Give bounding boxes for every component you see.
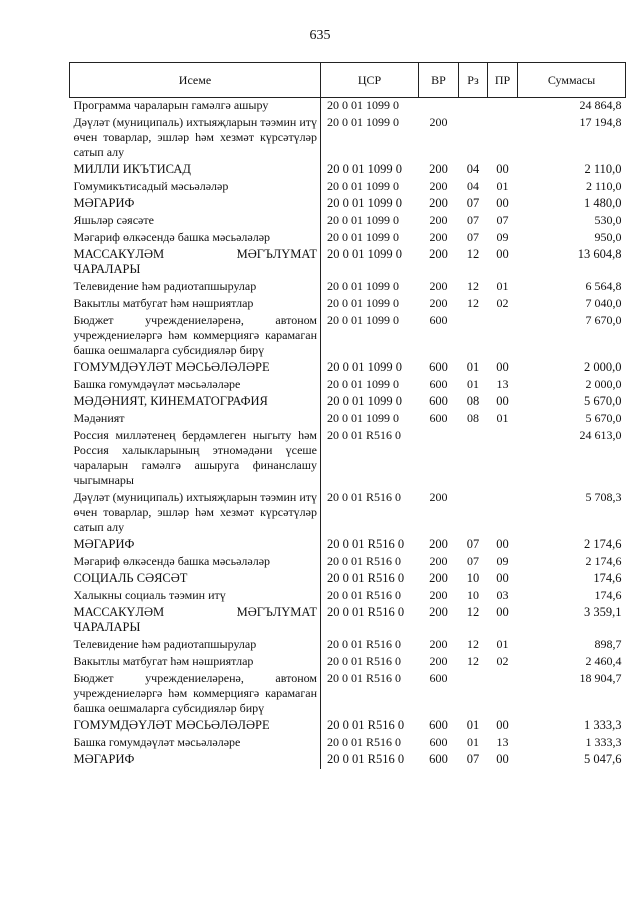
cell-sum: 17 194,8 (579, 115, 622, 129)
cell-sum: 24 613,0 (579, 428, 622, 442)
cell-vr: 200 (429, 588, 448, 602)
cell-csr: 20 0 01 1099 0 (327, 394, 402, 408)
table-row (70, 411, 626, 428)
cell-pr: 00 (496, 605, 509, 619)
cell-csr: 20 0 01 1099 0 (327, 313, 399, 327)
table-row (70, 588, 626, 605)
table-row (70, 179, 626, 196)
cell-sum: 2 174,6 (585, 554, 622, 568)
cell-name: МӘГАРИФ (70, 752, 321, 769)
cell-csr: 20 0 01 R516 0 (327, 537, 405, 551)
cell-name: Яшьләр сәясәте (70, 213, 321, 230)
cell-sum: 1 333,3 (584, 718, 622, 732)
table-row (70, 428, 626, 490)
table-row (70, 115, 626, 162)
table-row (70, 605, 626, 637)
cell-rz: 01 (467, 735, 479, 749)
cell-rz: 07 (466, 537, 480, 551)
cell-sum: 3 359,1 (584, 605, 622, 619)
table-row (70, 313, 626, 360)
page-number: 635 (309, 28, 331, 43)
column-header-sum: Суммасы (518, 63, 626, 98)
table-row (70, 718, 626, 735)
cell-csr: 20 0 01 1099 0 (327, 98, 399, 112)
cell-pr: 00 (496, 718, 509, 732)
cell-rz: 07 (466, 752, 480, 766)
cell-pr: 00 (496, 571, 509, 585)
cell-pr (488, 428, 518, 490)
cell-csr: 20 0 01 1099 0 (327, 360, 402, 374)
table-row (70, 637, 626, 654)
cell-csr: 20 0 01 R516 0 (327, 718, 405, 732)
cell-name: Программа чараларын гамәлгә ашыру (70, 98, 321, 116)
column-header-name: Исеме (70, 63, 321, 98)
cell-csr: 20 0 01 1099 0 (327, 230, 399, 244)
cell-name: Россия милләтенең бердәмлеген ныгыту һәм Россия халыкларының этномәдәни үсеше чараларын гамәлгә ашыруга финанслашу чыгымнары (70, 428, 321, 490)
table-row (70, 394, 626, 411)
cell-pr: 01 (496, 637, 509, 651)
cell-rz (459, 313, 488, 360)
cell-pr: 00 (496, 162, 509, 176)
cell-csr: 20 0 01 R516 0 (327, 637, 402, 651)
column-header-vr: ВР (419, 63, 459, 98)
cell-pr: 13 (496, 735, 509, 749)
cell-vr: 200 (429, 537, 448, 551)
cell-rz: 10 (466, 571, 480, 585)
cell-rz: 12 (466, 605, 480, 619)
cell-csr: 20 0 01 1099 0 (327, 296, 399, 310)
cell-name: МӘДӘНИЯТ, КИНЕМАТОГРАФИЯ (70, 394, 321, 411)
cell-rz (459, 428, 488, 490)
table-header-row (70, 63, 626, 98)
cell-vr: 600 (429, 360, 448, 374)
cell-pr: 00 (496, 537, 509, 551)
cell-vr (419, 428, 459, 490)
cell-rz: 01 (466, 718, 480, 732)
cell-pr: 09 (496, 230, 509, 244)
cell-vr: 200 (429, 571, 448, 585)
cell-csr: 20 0 01 R516 0 (327, 654, 402, 668)
cell-name: МӘГАРИФ (70, 196, 321, 213)
cell-name: Башка гомумдәүләт мәсьәләләре (70, 735, 321, 752)
cell-vr: 600 (429, 394, 448, 408)
cell-sum: 530,0 (594, 213, 622, 227)
cell-vr: 200 (429, 605, 448, 619)
table-row (70, 654, 626, 671)
cell-sum: 13 604,8 (577, 247, 622, 261)
cell-pr (488, 671, 518, 718)
table-row (70, 213, 626, 230)
column-header-pr: ПР (488, 63, 518, 98)
cell-rz (459, 671, 488, 718)
cell-vr: 200 (429, 179, 448, 193)
cell-pr: 00 (496, 360, 509, 374)
cell-rz: 01 (466, 360, 480, 374)
cell-csr: 20 0 01 R516 0 (327, 671, 402, 685)
table-row (70, 279, 626, 296)
cell-vr: 200 (429, 490, 448, 504)
cell-csr: 20 0 01 R516 0 (327, 752, 405, 766)
cell-rz: 07 (467, 230, 479, 244)
cell-rz: 07 (467, 213, 479, 227)
cell-sum: 7 670,0 (585, 313, 622, 327)
cell-sum: 174,6 (593, 571, 622, 585)
cell-rz: 12 (466, 247, 480, 261)
table-row (70, 162, 626, 179)
cell-csr: 20 0 01 R516 0 (327, 605, 405, 619)
cell-sum: 7 040,0 (585, 296, 622, 310)
cell-rz: 10 (467, 588, 479, 602)
cell-name: Мәдәният (70, 411, 321, 428)
cell-pr: 01 (496, 279, 509, 293)
cell-name: ГОМУМДӘҮЛӘТ МӘСЬӘЛӘЛӘРЕ (70, 360, 321, 377)
cell-pr: 01 (496, 179, 509, 193)
cell-csr: 20 0 01 1099 0 (327, 411, 399, 425)
cell-rz: 08 (467, 411, 479, 425)
cell-pr: 07 (496, 213, 509, 227)
cell-name: МАССАКҮЛӘМ МӘГЪЛҮМАТ ЧАРАЛАРЫ (70, 605, 321, 637)
cell-sum: 5 047,6 (584, 752, 622, 766)
cell-csr: 20 0 01 1099 0 (327, 115, 399, 129)
cell-rz: 01 (467, 377, 479, 391)
cell-pr (488, 313, 518, 360)
table-row (70, 752, 626, 769)
cell-pr (488, 490, 518, 537)
cell-pr: 09 (496, 554, 509, 568)
cell-csr: 20 0 01 1099 0 (327, 377, 399, 391)
cell-csr: 20 0 01 R516 0 (327, 588, 402, 602)
cell-vr: 200 (429, 654, 448, 668)
cell-csr: 20 0 01 1099 0 (327, 162, 402, 176)
cell-pr: 00 (496, 752, 509, 766)
cell-csr: 20 0 01 R516 0 (327, 554, 402, 568)
cell-name: СОЦИАЛЬ СӘЯСӘТ (70, 571, 321, 588)
cell-rz: 07 (466, 196, 480, 210)
cell-vr: 200 (429, 279, 448, 293)
cell-name: Гомумикътисадый мәсьәләләр (70, 179, 321, 196)
cell-pr (488, 115, 518, 162)
cell-pr: 02 (496, 296, 509, 310)
cell-pr: 00 (496, 196, 509, 210)
cell-name: Телевидение һәм радиотапшырулар (70, 279, 321, 296)
cell-pr (488, 98, 518, 116)
cell-sum: 950,0 (594, 230, 622, 244)
cell-name: Бюджет учреждениеләренә, автоном учреждениеләргә һәм коммерциягә карамаган башка оешмаларга субсидияләр бирү (70, 671, 321, 718)
cell-csr: 20 0 01 1099 0 (327, 179, 399, 193)
cell-vr: 200 (429, 247, 448, 261)
column-header-csr: ЦСР (321, 63, 419, 98)
table-row (70, 537, 626, 554)
table-row (70, 230, 626, 247)
cell-vr: 200 (429, 213, 448, 227)
cell-sum: 174,6 (594, 588, 622, 602)
table-row (70, 98, 626, 116)
table-row (70, 671, 626, 718)
cell-sum: 5 670,0 (584, 394, 622, 408)
cell-name: Телевидение һәм радиотапшырулар (70, 637, 321, 654)
budget-table (69, 62, 626, 769)
cell-rz (459, 490, 488, 537)
cell-csr: 20 0 01 1099 0 (327, 247, 402, 261)
cell-name: Вакытлы матбугат һәм нәшриятлар (70, 654, 321, 671)
cell-csr: 20 0 01 R516 0 (327, 428, 402, 442)
cell-name: Дәүләт (муниципаль) ихтыяҗларын тәэмин итү өчен товарлар, эшләр һәм хезмәт күрсәтүләр сатып алу (70, 115, 321, 162)
cell-vr: 200 (429, 162, 448, 176)
table-row (70, 377, 626, 394)
cell-rz: 12 (467, 637, 479, 651)
cell-vr: 600 (429, 752, 448, 766)
cell-csr: 20 0 01 1099 0 (327, 279, 399, 293)
cell-vr: 200 (429, 554, 448, 568)
cell-rz: 12 (467, 296, 479, 310)
cell-sum: 6 564,8 (585, 279, 622, 293)
cell-name: МӘГАРИФ (70, 537, 321, 554)
cell-csr: 20 0 01 R516 0 (327, 735, 402, 749)
cell-vr: 200 (429, 296, 448, 310)
cell-csr: 20 0 01 R516 0 (327, 490, 402, 504)
cell-csr: 20 0 01 1099 0 (327, 196, 402, 210)
cell-rz: 12 (467, 279, 479, 293)
cell-name: Мәгариф өлкәсендә башка мәсьәләләр (70, 230, 321, 247)
column-header-rz: Рз (459, 63, 488, 98)
cell-vr (419, 98, 459, 116)
cell-pr: 13 (496, 377, 509, 391)
cell-rz: 12 (467, 654, 479, 668)
cell-pr: 00 (496, 394, 509, 408)
cell-rz (459, 115, 488, 162)
table-body (70, 98, 626, 770)
table-row (70, 490, 626, 537)
cell-csr: 20 0 01 R516 0 (327, 571, 405, 585)
table-row (70, 247, 626, 279)
cell-csr: 20 0 01 1099 0 (327, 213, 399, 227)
cell-name: ГОМУМДӘҮЛӘТ МӘСЬӘЛӘЛӘРЕ (70, 718, 321, 735)
cell-vr: 600 (429, 671, 448, 685)
cell-rz: 04 (466, 162, 480, 176)
cell-rz (459, 98, 488, 116)
cell-vr: 600 (429, 735, 448, 749)
table-row (70, 554, 626, 571)
table-row (70, 735, 626, 752)
cell-sum: 2 460,4 (585, 654, 622, 668)
cell-sum: 2 000,0 (584, 360, 622, 374)
cell-rz: 04 (467, 179, 479, 193)
cell-rz: 08 (466, 394, 480, 408)
cell-name: Дәүләт (муниципаль) ихтыяҗларын тәэмин итү өчен товарлар, эшләр һәм хезмәт күрсәтүләр сатып алу (70, 490, 321, 537)
cell-sum: 1 480,0 (584, 196, 622, 210)
cell-sum: 2 000,0 (585, 377, 622, 391)
table-row (70, 196, 626, 213)
cell-pr: 01 (496, 411, 509, 425)
cell-vr: 600 (429, 718, 448, 732)
cell-pr: 02 (496, 654, 509, 668)
cell-name: Бюджет учреждениеләренә, автоном учреждениеләргә һәм коммерциягә карамаган башка оешмаларга субсидияләр бирү (70, 313, 321, 360)
cell-vr: 600 (429, 411, 448, 425)
cell-pr: 00 (496, 247, 509, 261)
table-row (70, 360, 626, 377)
cell-vr: 600 (429, 313, 448, 327)
cell-rz: 07 (467, 554, 479, 568)
cell-name: Халыкны социаль тәэмин итү (70, 588, 321, 605)
cell-sum: 2 110,0 (585, 179, 622, 193)
cell-name: Вакытлы матбугат һәм нәшриятлар (70, 296, 321, 313)
cell-name: МИЛЛИ ИКЪТИСАД (70, 162, 321, 179)
table-row (70, 296, 626, 313)
cell-name: МАССАКҮЛӘМ МӘГЪЛҮМАТ ЧАРАЛАРЫ (70, 247, 321, 279)
cell-vr: 200 (429, 196, 448, 210)
cell-sum: 24 864,8 (579, 98, 622, 112)
cell-vr: 200 (429, 230, 448, 244)
table-row (70, 571, 626, 588)
cell-pr: 03 (496, 588, 509, 602)
cell-sum: 5 670,0 (585, 411, 622, 425)
cell-sum: 2 174,6 (584, 537, 622, 551)
cell-name: Мәгариф өлкәсендә башка мәсьәләләр (70, 554, 321, 571)
cell-sum: 18 904,7 (579, 671, 622, 685)
cell-sum: 2 110,0 (584, 162, 622, 176)
cell-vr: 600 (429, 377, 448, 391)
cell-vr: 200 (429, 115, 448, 129)
cell-sum: 5 708,3 (585, 490, 622, 504)
cell-sum: 1 333,3 (585, 735, 622, 749)
cell-name: Башка гомумдәүләт мәсьәләләре (70, 377, 321, 394)
cell-sum: 898,7 (594, 637, 622, 651)
cell-vr: 200 (429, 637, 448, 651)
